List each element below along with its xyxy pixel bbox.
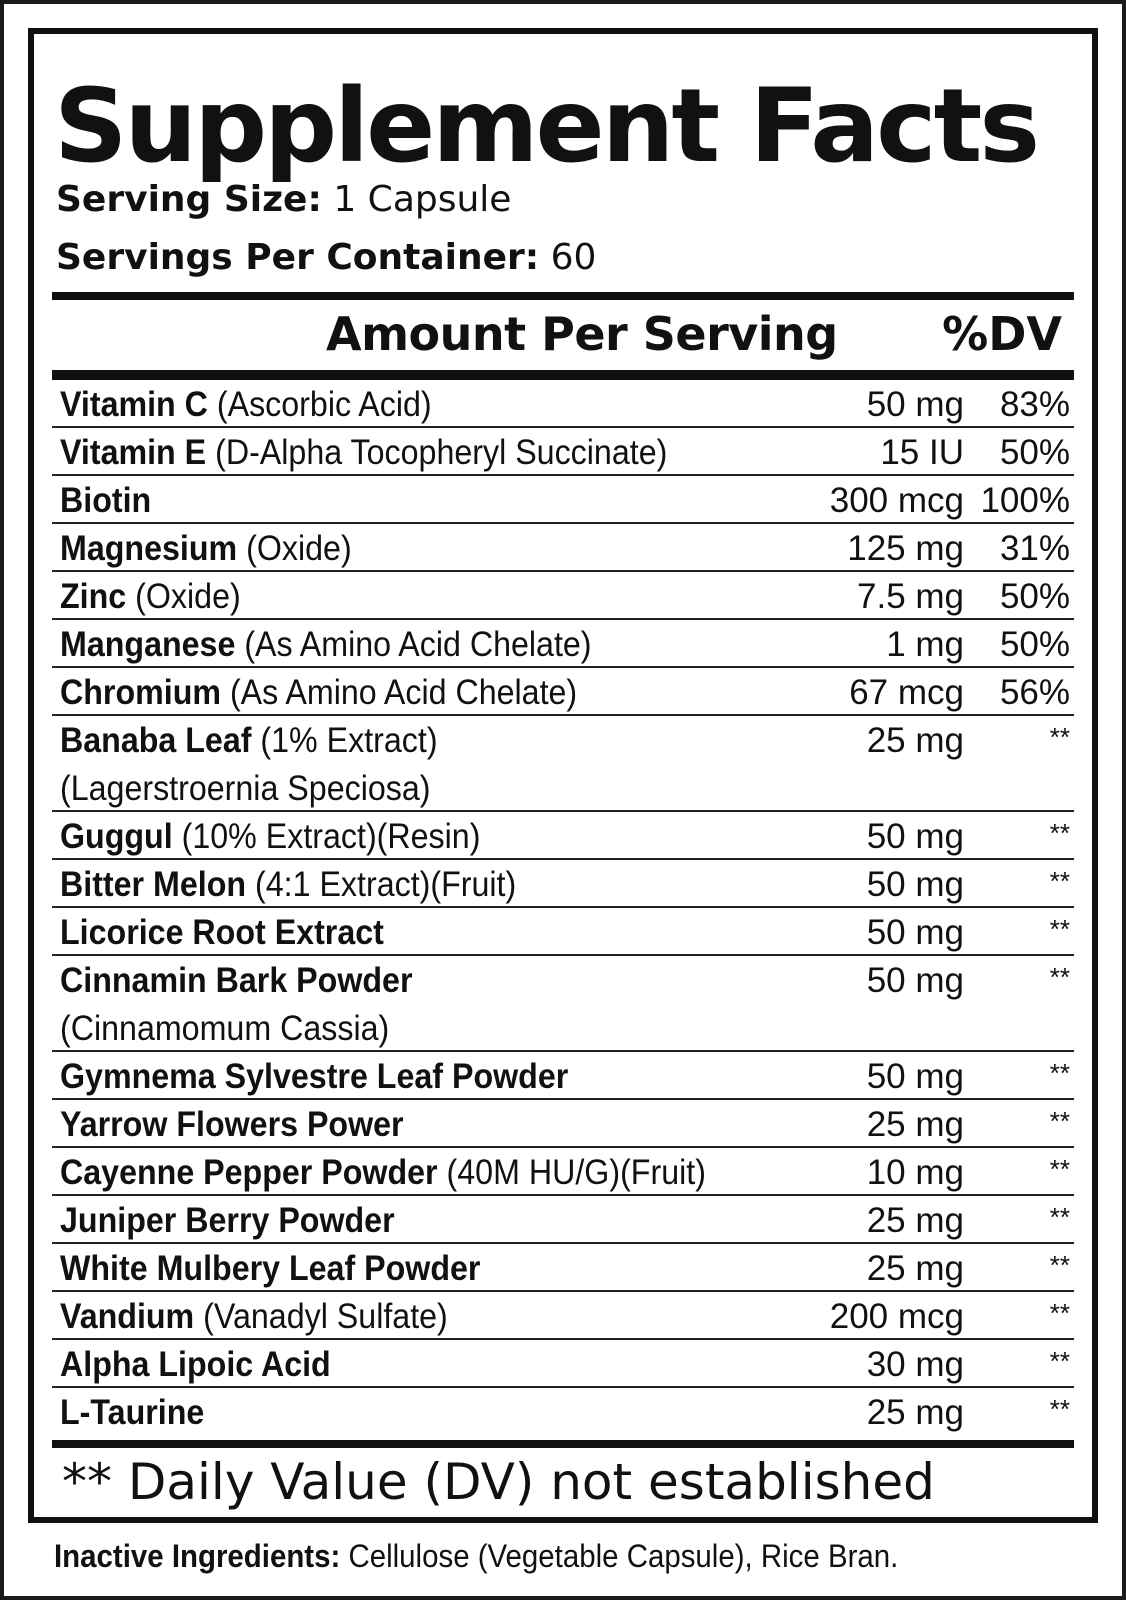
footnote: ** Daily Value (DV) not established xyxy=(62,1453,935,1511)
ingredient-name-bold: Cinnamin Bark Powder xyxy=(60,961,413,1000)
ingredient-name xyxy=(60,526,352,572)
ingredient-detail: (Oxide) xyxy=(135,577,241,616)
ingredient-row xyxy=(52,620,1074,668)
servings-per-container xyxy=(56,236,596,280)
servings-per-container-value: 60 xyxy=(550,237,597,278)
ingredient-name-bold: Licorice Root Extract xyxy=(60,913,384,952)
ingredient-name xyxy=(60,910,384,956)
ingredient-daily-value: ** xyxy=(1049,722,1070,752)
ingredient-daily-value: 31% xyxy=(999,529,1070,568)
ingredient-name-bold: Biotin xyxy=(60,481,152,520)
ingredient-daily-value: ** xyxy=(1049,818,1070,848)
ingredient-detail: (Oxide) xyxy=(246,529,352,568)
ingredient-daily-value: ** xyxy=(1049,1346,1070,1376)
ingredient-name-bold: Chromium xyxy=(60,673,221,712)
ingredient-amount: 30 mg xyxy=(866,1345,964,1384)
ingredient-source: (Cinnamomum Cassia) xyxy=(60,1009,390,1048)
ingredient-daily-value: ** xyxy=(1049,914,1070,944)
daily-value-header: %DV xyxy=(942,307,1062,361)
ingredient-amount: 10 mg xyxy=(866,1153,964,1192)
ingredient-name-bold: Juniper Berry Powder xyxy=(60,1201,395,1240)
inactive-ingredients xyxy=(54,1534,898,1578)
ingredient-name xyxy=(60,1150,706,1196)
ingredient-row xyxy=(52,1388,1074,1436)
ingredient-amount: 67 mcg xyxy=(849,673,964,712)
divider-thick xyxy=(52,292,1074,300)
panel-title: Supplement Facts xyxy=(54,67,1038,186)
ingredient-daily-value: ** xyxy=(1049,1058,1070,1088)
ingredient-amount: 7.5 mg xyxy=(857,577,964,616)
ingredient-daily-value: 83% xyxy=(999,385,1070,424)
ingredient-row xyxy=(52,1244,1074,1292)
ingredient-name-bold: Magnesium xyxy=(60,529,238,568)
ingredient-name-bold: Cayenne Pepper Powder xyxy=(60,1153,438,1192)
ingredient-name-bold: Zinc xyxy=(60,577,127,616)
ingredient-row xyxy=(52,668,1074,716)
divider-thick xyxy=(52,370,1074,380)
ingredient-detail: (40M HU/G)(Fruit) xyxy=(446,1153,706,1192)
ingredient-name xyxy=(60,574,241,620)
ingredient-name-bold: Manganese xyxy=(60,625,236,664)
ingredient-name xyxy=(60,814,480,860)
ingredient-daily-value: 50% xyxy=(999,625,1070,664)
ingredient-name-bold: Vitamin E xyxy=(60,433,207,472)
ingredient-daily-value: ** xyxy=(1049,1202,1070,1232)
divider-thick xyxy=(52,1440,1074,1448)
amount-per-serving-header: Amount Per Serving xyxy=(326,307,838,361)
ingredient-amount: 50 mg xyxy=(866,817,964,856)
ingredient-name-bold: Guggul xyxy=(60,817,173,856)
ingredient-name-bold: Gymnema Sylvestre Leaf Powder xyxy=(60,1057,569,1096)
ingredient-row xyxy=(52,572,1074,620)
inactive-ingredients-label: Inactive Ingredients: xyxy=(54,1538,341,1574)
ingredient-daily-value: 50% xyxy=(999,577,1070,616)
ingredient-amount: 50 mg xyxy=(866,1057,964,1096)
ingredient-detail: (As Amino Acid Chelate) xyxy=(244,625,592,664)
ingredient-name-bold: Banaba Leaf xyxy=(60,721,252,760)
servings-per-container-label: Servings Per Container: xyxy=(56,237,540,278)
ingredient-name xyxy=(60,1198,395,1244)
inactive-ingredients-value: Cellulose (Vegetable Capsule), Rice Bran. xyxy=(348,1538,899,1574)
ingredient-row xyxy=(52,1292,1074,1340)
ingredient-name xyxy=(60,622,592,668)
ingredient-row xyxy=(52,1100,1074,1148)
ingredient-row xyxy=(52,428,1074,476)
ingredient-amount: 1 mg xyxy=(886,625,964,664)
ingredient-name xyxy=(60,862,516,908)
ingredient-amount: 50 mg xyxy=(866,865,964,904)
ingredient-row xyxy=(52,476,1074,524)
ingredient-row xyxy=(52,716,1074,812)
ingredient-row xyxy=(52,860,1074,908)
ingredient-name xyxy=(60,958,412,1004)
ingredient-daily-value: ** xyxy=(1049,1394,1070,1424)
ingredient-name xyxy=(60,1054,568,1100)
ingredient-name xyxy=(60,670,577,716)
supplement-facts-panel xyxy=(28,28,1098,1523)
ingredient-detail: (D-Alpha Tocopheryl Succinate) xyxy=(215,433,668,472)
ingredient-name-bold: Bitter Melon xyxy=(60,865,247,904)
ingredient-name xyxy=(60,1246,480,1292)
ingredient-amount: 25 mg xyxy=(866,721,964,760)
ingredient-name xyxy=(60,1390,204,1436)
ingredient-daily-value: ** xyxy=(1049,962,1070,992)
ingredient-name xyxy=(60,718,438,764)
ingredient-amount: 25 mg xyxy=(866,1393,964,1432)
ingredient-name-bold: Alpha Lipoic Acid xyxy=(60,1345,331,1384)
ingredient-detail: (Vanadyl Sulfate) xyxy=(203,1297,448,1336)
ingredient-amount: 50 mg xyxy=(866,961,964,1000)
ingredient-amount: 125 mg xyxy=(847,529,964,568)
ingredient-daily-value: 100% xyxy=(980,481,1070,520)
ingredient-amount: 50 mg xyxy=(866,913,964,952)
ingredient-name xyxy=(60,1342,331,1388)
ingredient-row xyxy=(52,1052,1074,1100)
ingredient-name-bold: Vitamin C xyxy=(60,385,208,424)
serving-size-label: Serving Size: xyxy=(56,179,322,220)
ingredient-daily-value: 50% xyxy=(999,433,1070,472)
ingredient-detail: (Ascorbic Acid) xyxy=(216,385,432,424)
ingredient-detail: (10% Extract)(Resin) xyxy=(181,817,481,856)
ingredient-amount: 25 mg xyxy=(866,1249,964,1288)
ingredient-amount: 50 mg xyxy=(866,385,964,424)
ingredient-detail: (1% Extract) xyxy=(260,721,438,760)
ingredient-row xyxy=(52,956,1074,1052)
ingredient-row xyxy=(52,812,1074,860)
ingredient-amount: 200 mcg xyxy=(829,1297,964,1336)
ingredient-daily-value: ** xyxy=(1049,1250,1070,1280)
ingredient-daily-value: ** xyxy=(1049,1154,1070,1184)
ingredient-table xyxy=(52,380,1074,1436)
serving-size xyxy=(56,178,511,222)
ingredient-detail: (4:1 Extract)(Fruit) xyxy=(255,865,517,904)
ingredient-amount: 25 mg xyxy=(866,1105,964,1144)
ingredient-name xyxy=(60,1294,448,1340)
ingredient-daily-value: 56% xyxy=(999,673,1070,712)
ingredient-amount: 15 IU xyxy=(880,433,964,472)
ingredient-row xyxy=(52,524,1074,572)
ingredient-row xyxy=(52,1148,1074,1196)
ingredient-daily-value: ** xyxy=(1049,1106,1070,1136)
ingredient-name xyxy=(60,430,667,476)
ingredient-amount: 300 mcg xyxy=(829,481,964,520)
ingredient-name xyxy=(60,382,432,428)
ingredient-source: (Lagerstroernia Speciosa) xyxy=(60,769,431,808)
serving-size-value: 1 Capsule xyxy=(333,179,512,220)
ingredient-daily-value: ** xyxy=(1049,866,1070,896)
ingredient-name-bold: Vandium xyxy=(60,1297,195,1336)
ingredient-row xyxy=(52,1340,1074,1388)
ingredient-amount: 25 mg xyxy=(866,1201,964,1240)
ingredient-name-bold: Yarrow Flowers Power xyxy=(60,1105,404,1144)
ingredient-detail: (As Amino Acid Chelate) xyxy=(229,673,578,712)
ingredient-row xyxy=(52,380,1074,428)
ingredient-name xyxy=(60,1102,404,1148)
ingredient-row xyxy=(52,1196,1074,1244)
ingredient-name xyxy=(60,478,151,524)
ingredient-name-bold: L-Taurine xyxy=(60,1393,205,1432)
ingredient-row xyxy=(52,908,1074,956)
ingredient-name-bold: White Mulbery Leaf Powder xyxy=(60,1249,481,1288)
ingredient-daily-value: ** xyxy=(1049,1298,1070,1328)
